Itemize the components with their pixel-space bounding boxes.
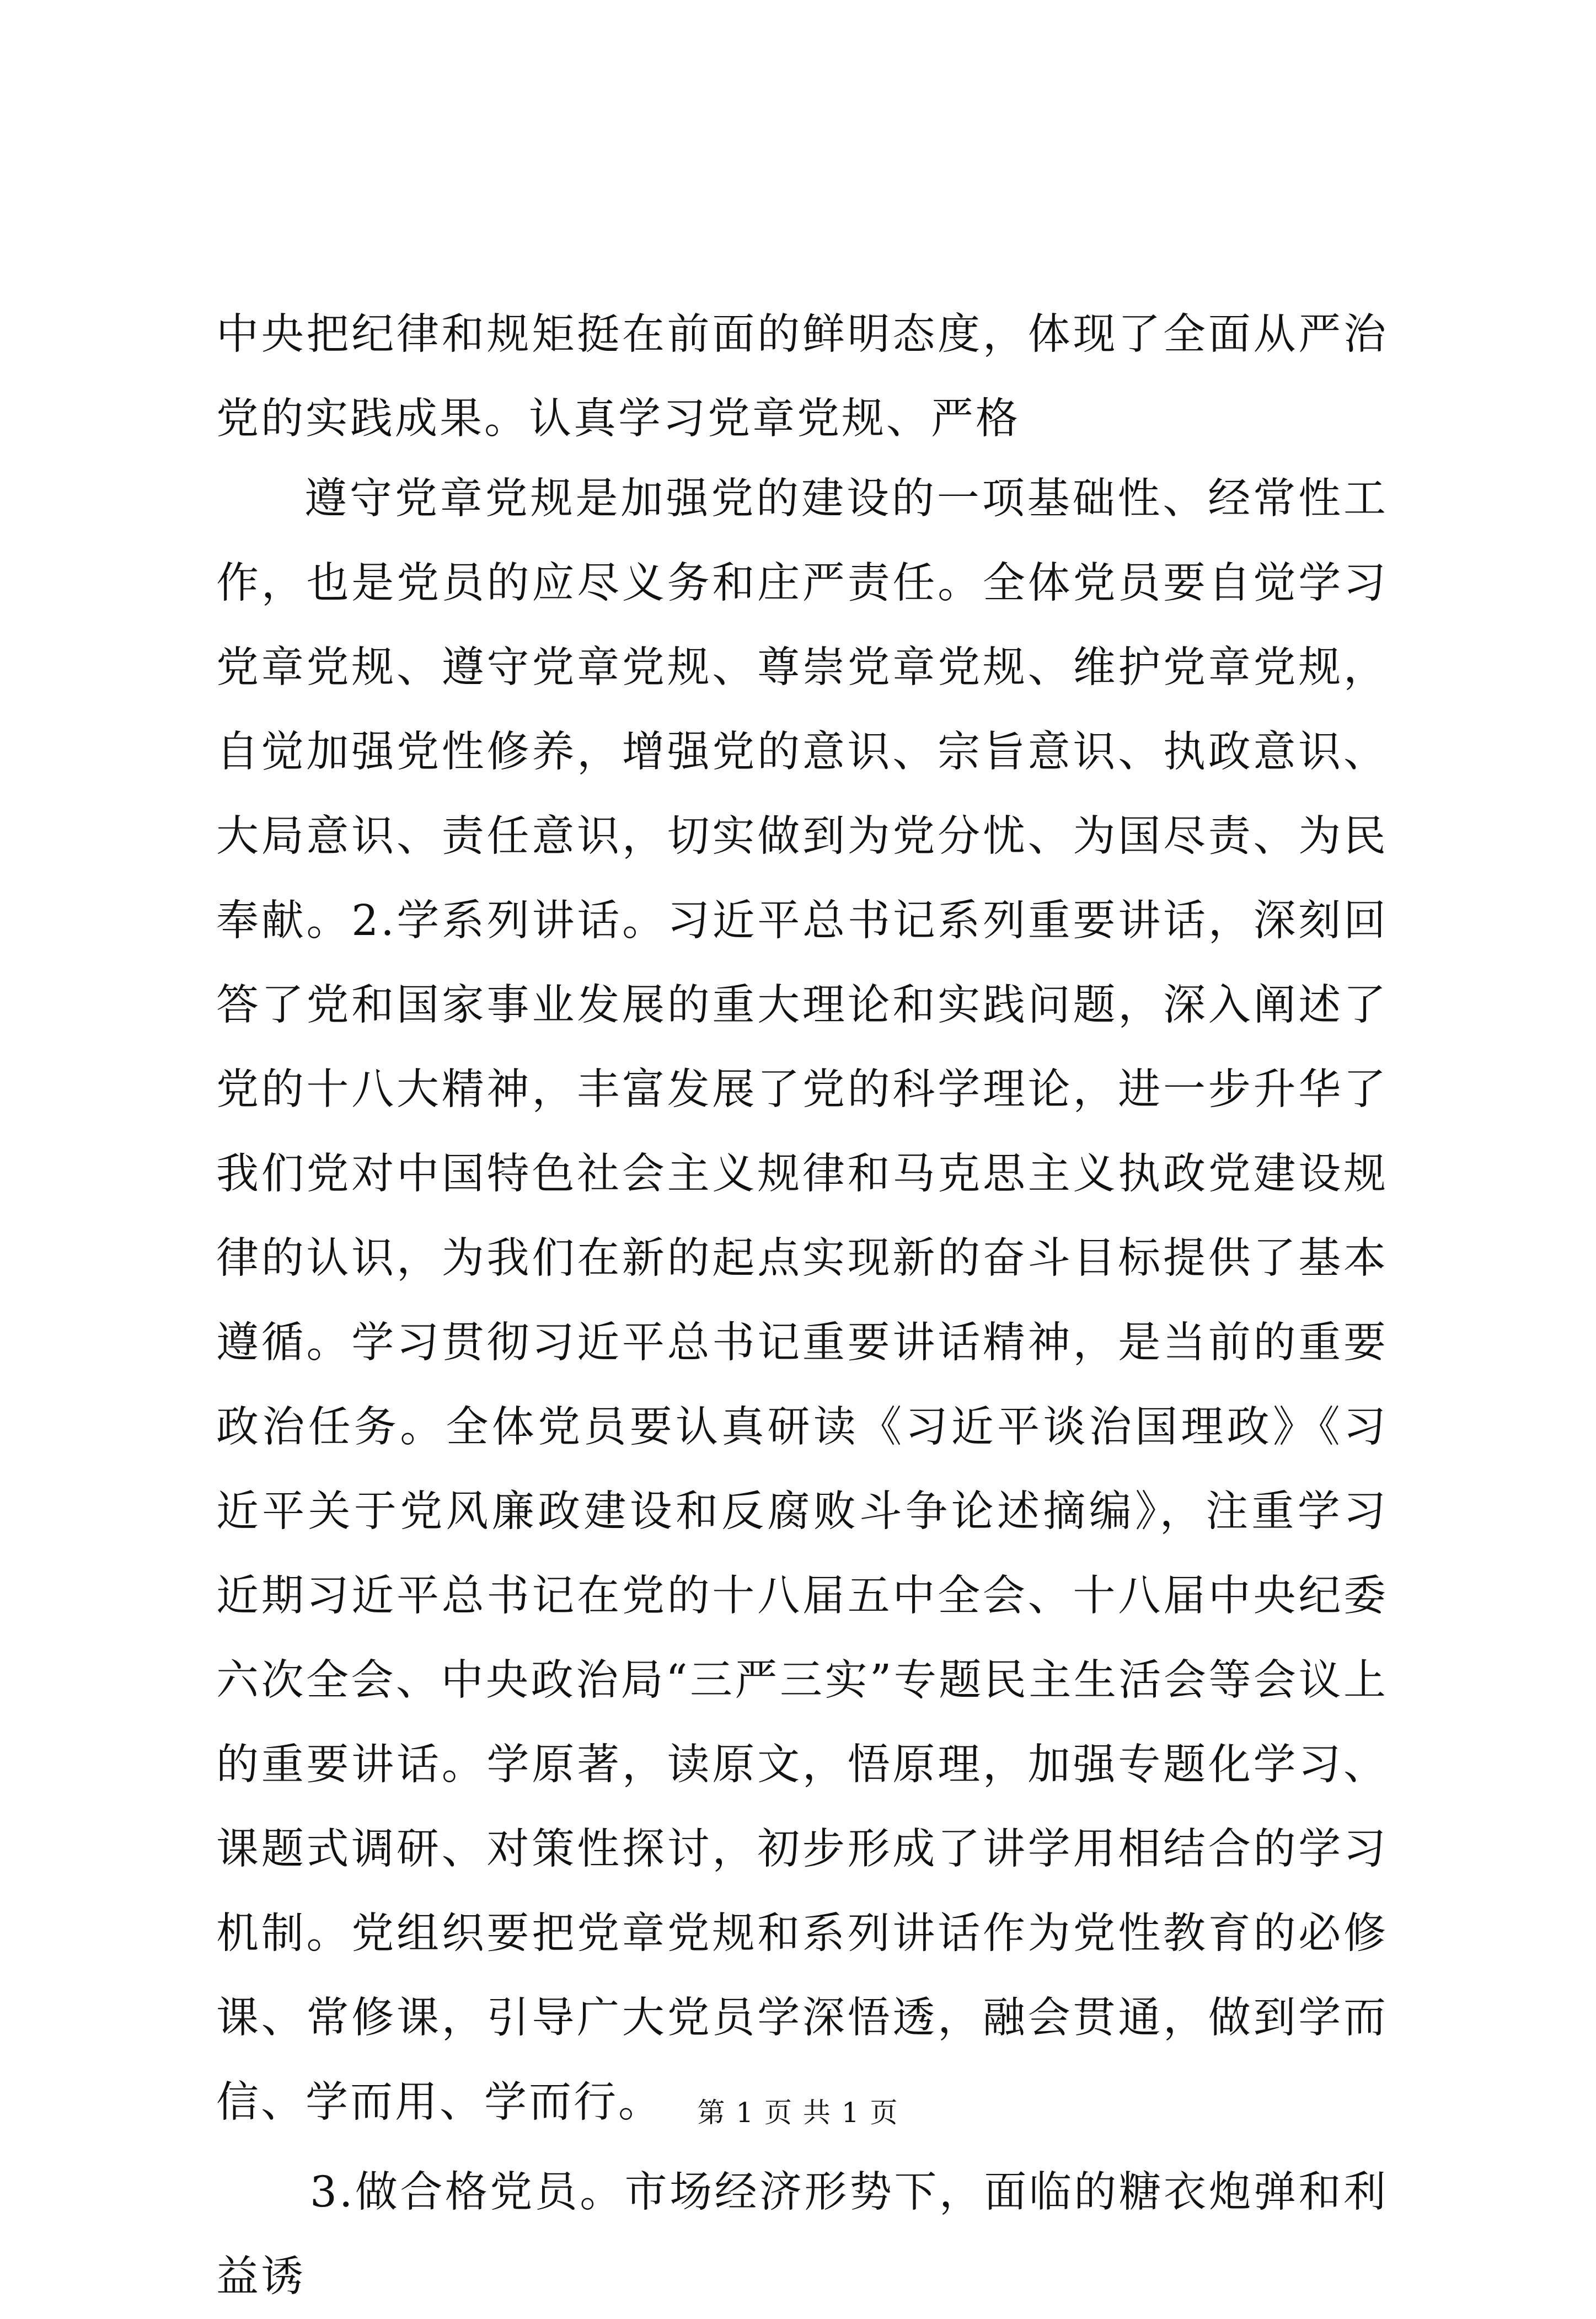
document-body xyxy=(216,292,1388,2319)
paragraph-3: 3.做合格党员。市场经济形势下，面临的糖衣炮弹和利益诱 xyxy=(216,2168,1388,2301)
paragraph-2: 遵守党章党规是加强党的建设的一项基础性、经常性工作，也是党员的应尽义务和庄严责任。全体党员要自觉学习党章党规、遵守党章党规、尊崇党章党规、维护党章党规，自觉加强党性修养，增强党的意识、宗旨意识、执政意识、大局意识、责任意识，切实做到为党分忧、为国尽责、为民奉献。2.学系列讲话。习近平总书记系列重要讲话，深刻回答了党和国家事业发展的重大理论和实践问题，深入阐述了党的十八大精神，丰富发展了党的科学理论，进一步升华了我们党对中国特色社会主义规律和马克思主义执政党建设规律的认识，为我们在新的起点实现新的奋斗目标提供了基本遵循。学习贯彻习近平总书记重要讲话精神，是当前的重要政治任务。全体党员要认真研读《习近平谈治国理政》《习近平关于党风廉政建设和反腐败斗争论述摘编》，注重学习近期习近平总书记在党的十八届五中全会、十八届中央纪委六次全会、中央政治局“三严三实”专题民主生活会等会议上的重要讲话。学原著，读原文，悟原理，加强专题化学习、课题式调研、对策性探讨，初步形成了讲学用相结合的学习机制。党组织要把党章党规和系列讲话作为党性教育的必修课、常修课，引导广大党员学深悟透，融会贯通，做到学而信、学而用、学而行。 xyxy=(216,474,1388,2127)
page-footer: 第 1 页 共 1 页 xyxy=(697,2097,899,2129)
paragraph-1: 中央把纪律和规矩挺在前面的鲜明态度，体现了全面从严治党的实践成果。认真学习党章党规、严格 xyxy=(216,310,1388,444)
